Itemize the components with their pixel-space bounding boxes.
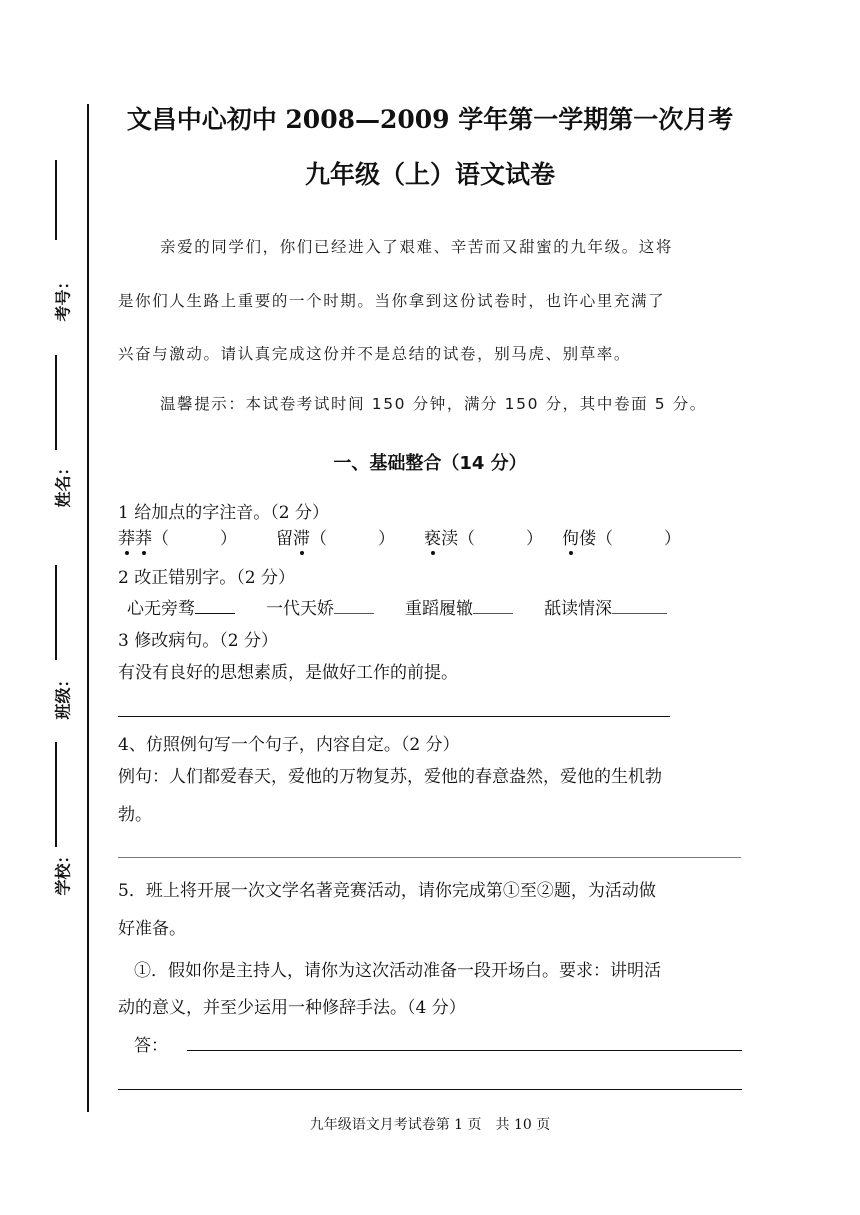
q4-answer-line[interactable] [118,857,741,858]
q1-item-1-char-2: 莽 [135,524,152,549]
intro-line-2: 是你们人生路上重要的一个时期。当你拿到这份试卷时，也许心里充满了 [118,292,666,310]
q1-item-2-answer[interactable]: （ ） [310,529,395,549]
q3-answer-line[interactable] [118,716,670,717]
q2-answer-blank-1[interactable] [195,599,235,614]
q2-answer-blank-3[interactable] [473,599,513,614]
q4-example-line-2: 勃。 [118,805,152,825]
q4-example-line-1: 例句：人们都爱春天，爱他的万物复苏，爱他的春意盎然，爱他的生机勃 [118,767,662,787]
class-label: 班级： [53,671,73,720]
class-fill-line[interactable] [55,565,57,660]
q1-item-2-char-1: 留 [276,529,293,549]
q3-stem: 3 修改病句。（2 分） [118,631,278,651]
q1-item-1-char-1: 莽 [118,524,135,549]
q2-item-4: 舐读情深 [544,594,667,619]
q1-item-1 [118,524,237,549]
section-title: 一、基础整合（14 分） [333,453,527,474]
q5-stem-line-2: 好准备。 [118,919,186,939]
name-fill-line[interactable] [55,355,57,450]
q2-item-3: 重蹈履辙 [405,594,513,619]
q2-item-1: 心无旁骛 [127,594,235,619]
binding-line [87,104,89,1112]
q1-item-2-char-2: 滞 [293,524,310,549]
intro-line-3: 兴奋与激动。请认真完成这份并不是总结的试卷，别马虎、别草率。 [118,345,632,363]
q2-answer-blank-2[interactable] [334,599,374,614]
school-label: 学校： [53,847,73,896]
q1-item-1-answer[interactable]: （ ） [152,529,237,549]
name-label: 姓名： [53,459,73,508]
q1-item-2 [276,524,395,549]
q3-sentence: 有没有良好的思想素质，是做好工作的前提。 [118,663,458,683]
q1-item-3-char-2: 渎 [441,529,458,549]
q1-item-3-answer[interactable]: （ ） [458,529,543,549]
q2-item-2: 一代天娇 [266,594,374,619]
q1-item-4-char-1: 佝 [562,524,579,549]
intro-line-1: 亲爱的同学们，你们已经进入了艰难、辛苦而又甜蜜的九年级。这将 [160,238,674,256]
q1-item-4 [562,524,681,549]
q1-item-4-char-2: 偻 [579,529,596,549]
q5-answer-line-1[interactable] [187,1050,742,1051]
exam-subtitle: 九年级（上）语文试卷 [304,160,555,189]
q1-item-3-char-1: 亵 [424,524,441,549]
q2-stem: 2 改正错别字。（2 分） [118,568,295,588]
exam-title: 文昌中心初中 2008—2009 学年第一学期第一次月考 [126,105,734,134]
warm-tip: 温馨提示：本试卷考试时间 150 分钟，满分 150 分，其中卷面 5 分。 [160,395,707,413]
q2-answer-blank-4[interactable] [612,599,667,614]
q5-sub1-line-2: 动的意义，并至少运用一种修辞手法。（4 分） [118,998,466,1018]
q5-answer-line-2[interactable] [118,1089,742,1090]
q5-stem-line-1: 5．班上将开展一次文学名著竞赛活动，请你完成第①至②题，为活动做 [118,881,656,901]
exam-no-label: 考号： [53,273,73,322]
q4-stem: 4、仿照例句写一个句子，内容自定。（2 分） [118,735,460,755]
q5-answer-label: 答： [134,1036,168,1056]
q5-sub1-line-1: ①．假如你是主持人，请你为这次活动准备一段开场白。要求：讲明活 [134,961,661,981]
q1-item-3 [424,524,543,549]
school-fill-line[interactable] [55,742,57,847]
q1-item-4-answer[interactable]: （ ） [596,529,681,549]
q1-stem: 1 给加点的字注音。（2 分） [118,503,329,523]
page-footer: 九年级语文月考试卷第 1 页 共 10 页 [309,1117,551,1133]
